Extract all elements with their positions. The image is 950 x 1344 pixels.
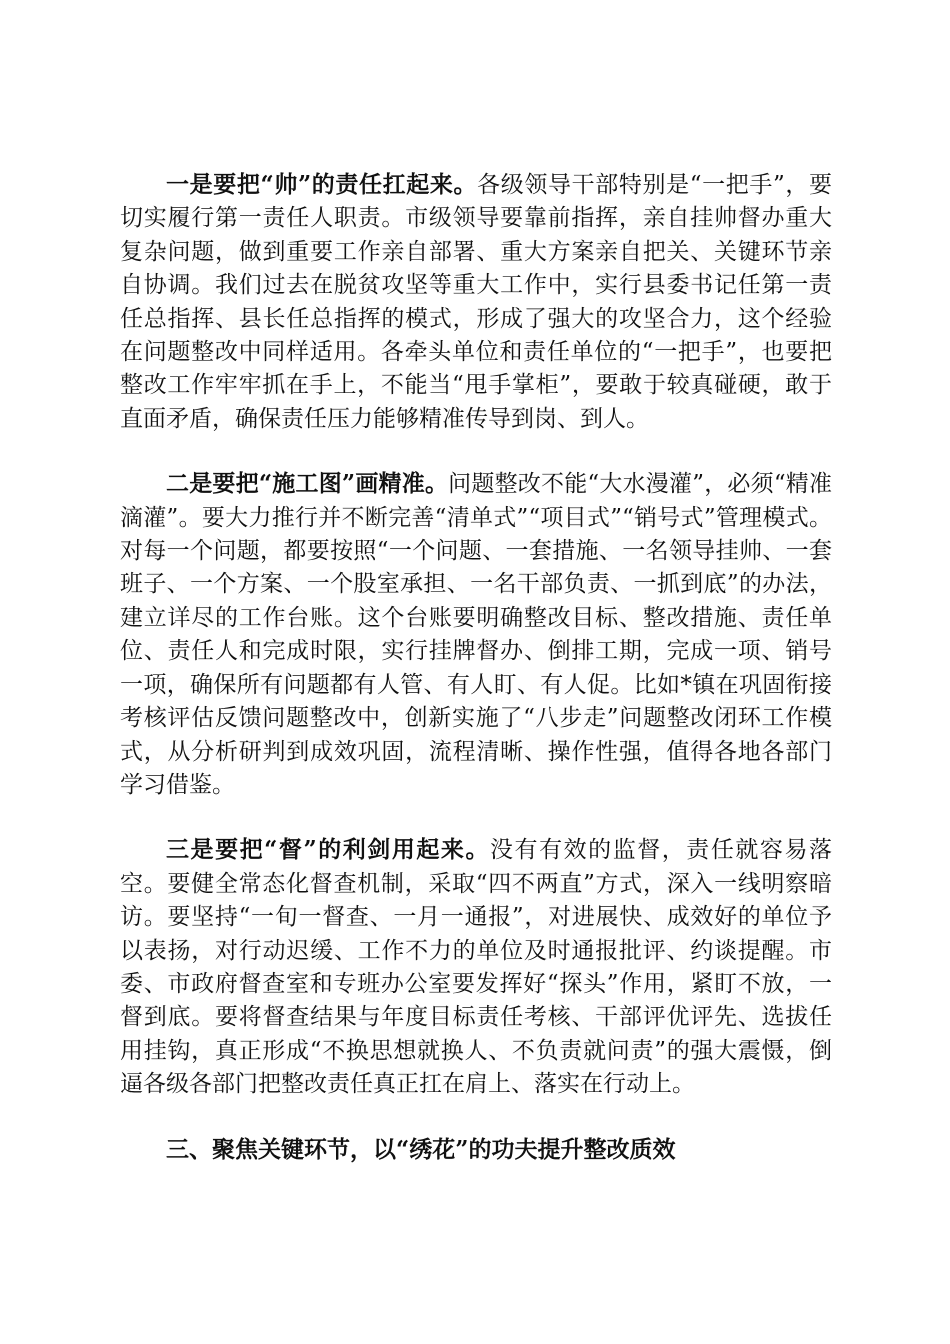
- section-heading: 三、聚焦关键环节，以“绣花”的功夫提升整改质效: [166, 1135, 676, 1163]
- paragraph-blueprint: [120, 467, 832, 802]
- paragraph-lead: 一是要把“帅”的责任扛起来。: [166, 171, 478, 198]
- paragraph-lead: 二是要把“施工图”画精准。: [166, 470, 449, 498]
- paragraph-body: 没有有效的监督，责任就容易落空。要健全常态化督查机制，采取“四不两直”方式，深入一线明察暗访。要坚持“一旬一督查、一月一通报”，对进展快、成效好的单位予以表扬，对行动迟缓、工作不力的单位及时通报批评、约谈提醒。市委、市政府督查室和专班办公室要发挥好“探头”作用，紧盯不放，一督到底。要将督查结果与年度目标责任考核、干部评优评先、选拔任用挂钩，真正形成“不换思想就换人、不负责就问责”的强大震慑，倒逼各级各部门把整改责任真正扛在肩上、落实在行动上。: [120, 837, 832, 1098]
- document-page: [120, 168, 832, 1166]
- paragraph-lead: 三是要把“督”的利剑用起来。: [166, 836, 490, 864]
- paragraph-body: 问题整改不能“大水漫灌”，必须“精准滴灌”。要大力推行并不断完善“清单式”“项目式”“销号式”管理模式。对每一个问题，都要按照“一个问题、一套措施、一名领导挂帅、一套班子、一个方案、一个股室承担、一名干部负责、一抓到底”的办法，建立详尽的工作台账。这个台账要明确整改目标、整改措施、责任单位、责任人和完成时限，实行挂牌督办、倒排工期，完成一项、销号一项，确保所有问题都有人管、有人盯、有人促。比如*镇在巩固衔接考核评估反馈问题整改中，创新实施了“八步走”问题整改闭环工作模式，从分析研判到成效巩固，流程清晰、操作性强，值得各地各部门学习借鉴。: [120, 471, 832, 798]
- paragraph-supervision: [120, 833, 832, 1101]
- paragraph-responsibility: [120, 168, 832, 436]
- paragraph-body: 各级领导干部特别是“一把手”，要切实履行第一责任人职责。市级领导要靠前指挥，亲自挂帅督办重大复杂问题，做到重要工作亲自部署、重大方案亲自把关、关键环节亲自协调。我们过去在脱贫攻坚等重大工作中，实行县委书记任第一责任总指挥、县长任总指挥的模式，形成了强大的攻坚合力，这个经验在问题整改中同样适用。各牵头单位和责任单位的“一把手”，也要把整改工作牢牢抓在手上，不能当“甩手掌柜”，要敢于较真碰硬，敢于直面矛盾，确保责任压力能够精准传导到岗、到人。: [120, 172, 832, 432]
